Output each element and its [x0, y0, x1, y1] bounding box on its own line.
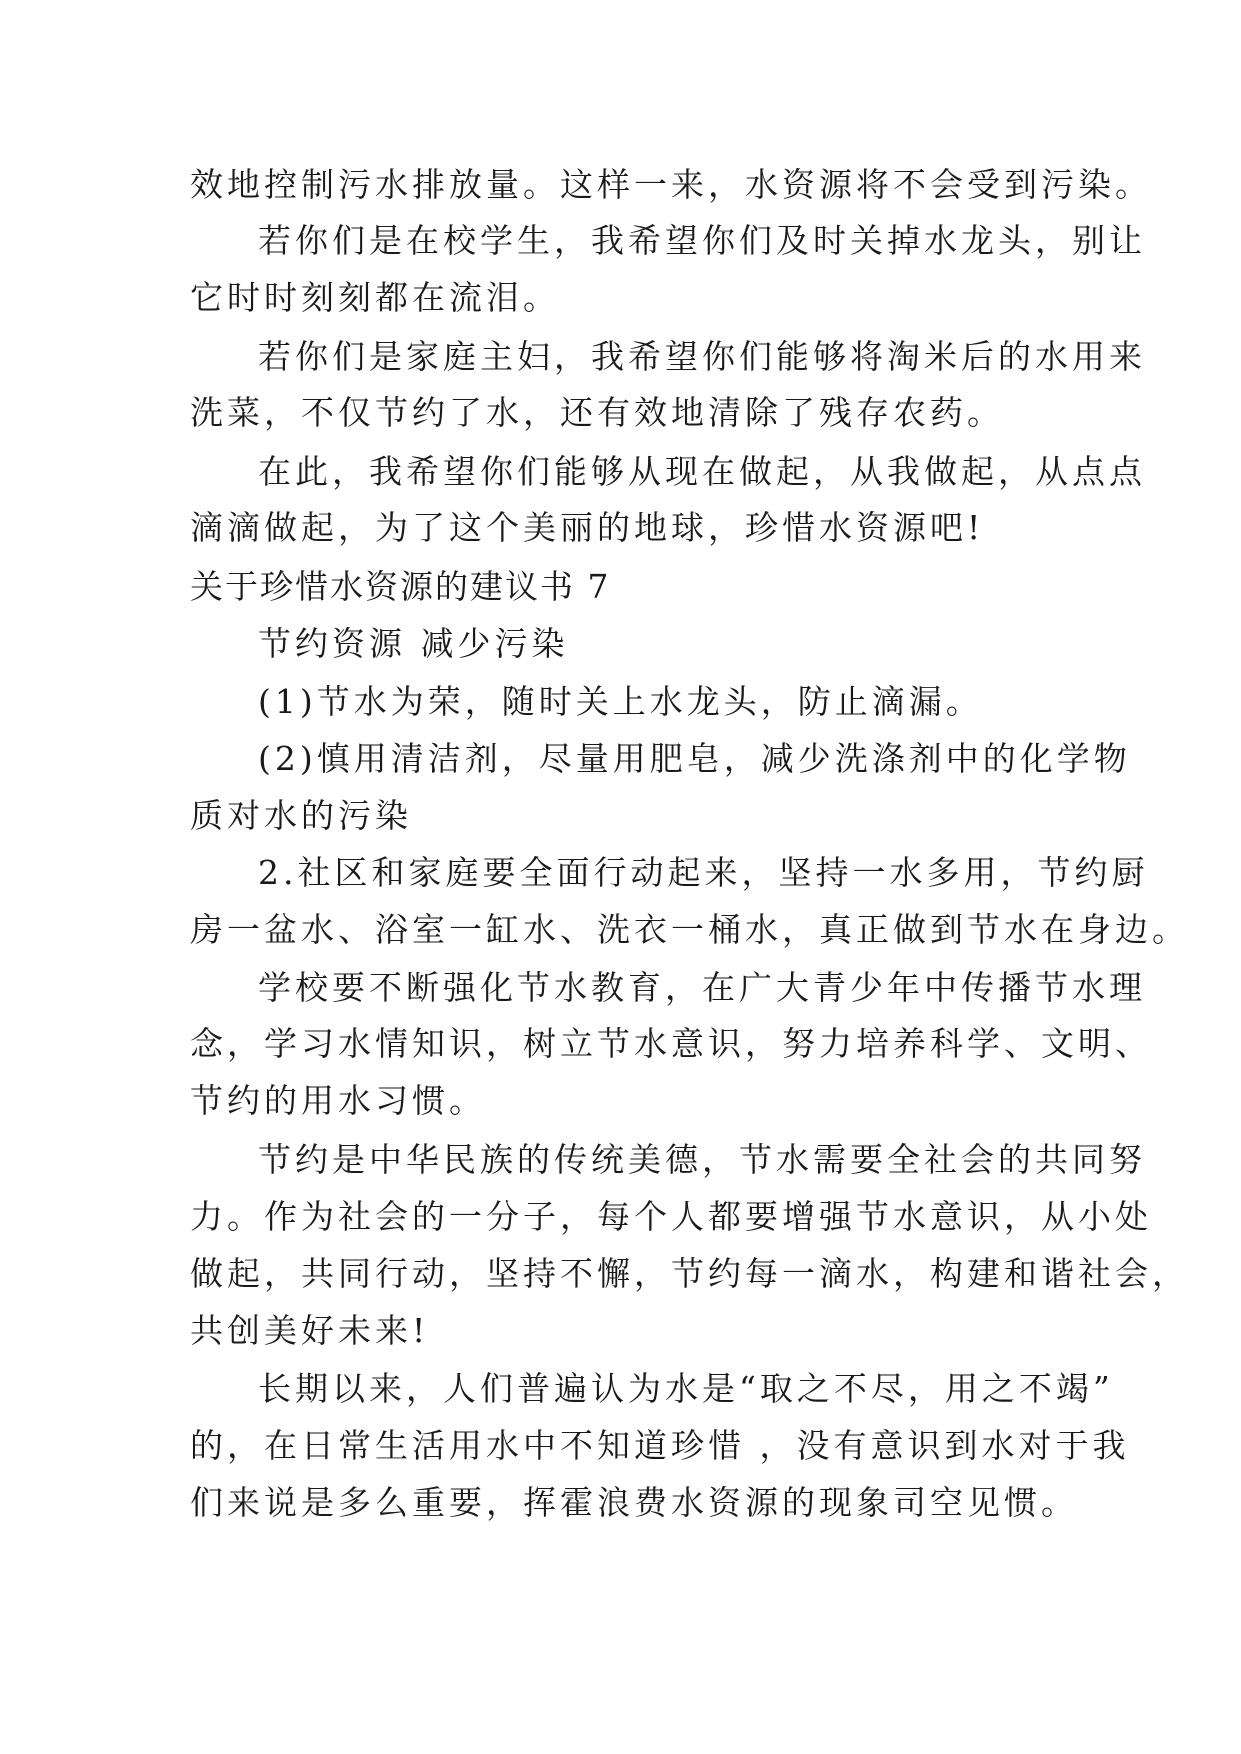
text-line: 效地控制污水排放量。这样一来，水资源将不会受到污染。 [190, 165, 1152, 204]
text-line: 们来说是多么重要，挥霍浪费水资源的现象司空见惯。 [190, 1483, 1078, 1522]
text-line: 学校要不断强化节水教育，在广大青少年中传播节水理 [258, 968, 1146, 1007]
text-line: 节约的用水习惯。 [190, 1081, 486, 1120]
section-heading: 关于珍惜水资源的建议书 7 [190, 567, 611, 606]
text-line: 长期以来，人们普遍认为水是“取之不尽，用之不竭” [258, 1369, 1114, 1408]
text-line: (2)慎用清洁剂，尽量用肥皂，减少洗涤剂中的化学物 [258, 739, 1131, 778]
text-line: 若你们是家庭主妇，我希望你们能够将淘米后的水用来 [258, 337, 1146, 376]
text-line: 房一盆水、浴室一缸水、洗衣一桶水，真正做到节水在身边。 [190, 910, 1189, 949]
text-line: 滴滴做起，为了这个美丽的地球，珍惜水资源吧! [190, 508, 985, 547]
text-line: 念，学习水情知识，树立节水意识，努力培养科学、文明、 [190, 1024, 1152, 1063]
text-line: 节约资源 减少污染 [258, 624, 569, 663]
text-line: 洗菜，不仅节约了水，还有效地清除了残存农药。 [190, 393, 1004, 432]
text-line: 做起，共同行动，坚持不懈，节约每一滴水，构建和谐社会， [190, 1254, 1189, 1293]
text-line: (1)节水为荣，随时关上水龙头，防止滴漏。 [258, 682, 983, 721]
text-line: 若你们是在校学生，我希望你们及时关掉水龙头，别让 [258, 221, 1146, 260]
text-line: 质对水的污染 [190, 796, 412, 835]
text-line: 2.社区和家庭要全面行动起来，坚持一水多用，节约厨 [258, 853, 1149, 892]
text-line: 在此，我希望你们能够从现在做起，从我做起，从点点 [258, 452, 1146, 491]
text-line: 共创美好未来! [190, 1311, 430, 1350]
text-line: 节约是中华民族的传统美德，节水需要全社会的共同努 [258, 1140, 1146, 1179]
text-line: 它时时刻刻都在流泪。 [190, 278, 560, 317]
text-line: 力。作为社会的一分子，每个人都要增强节水意识，从小处 [190, 1197, 1152, 1236]
text-line: 的，在日常生活用水中不知道珍惜 ，没有意识到水对于我 [190, 1426, 1130, 1465]
